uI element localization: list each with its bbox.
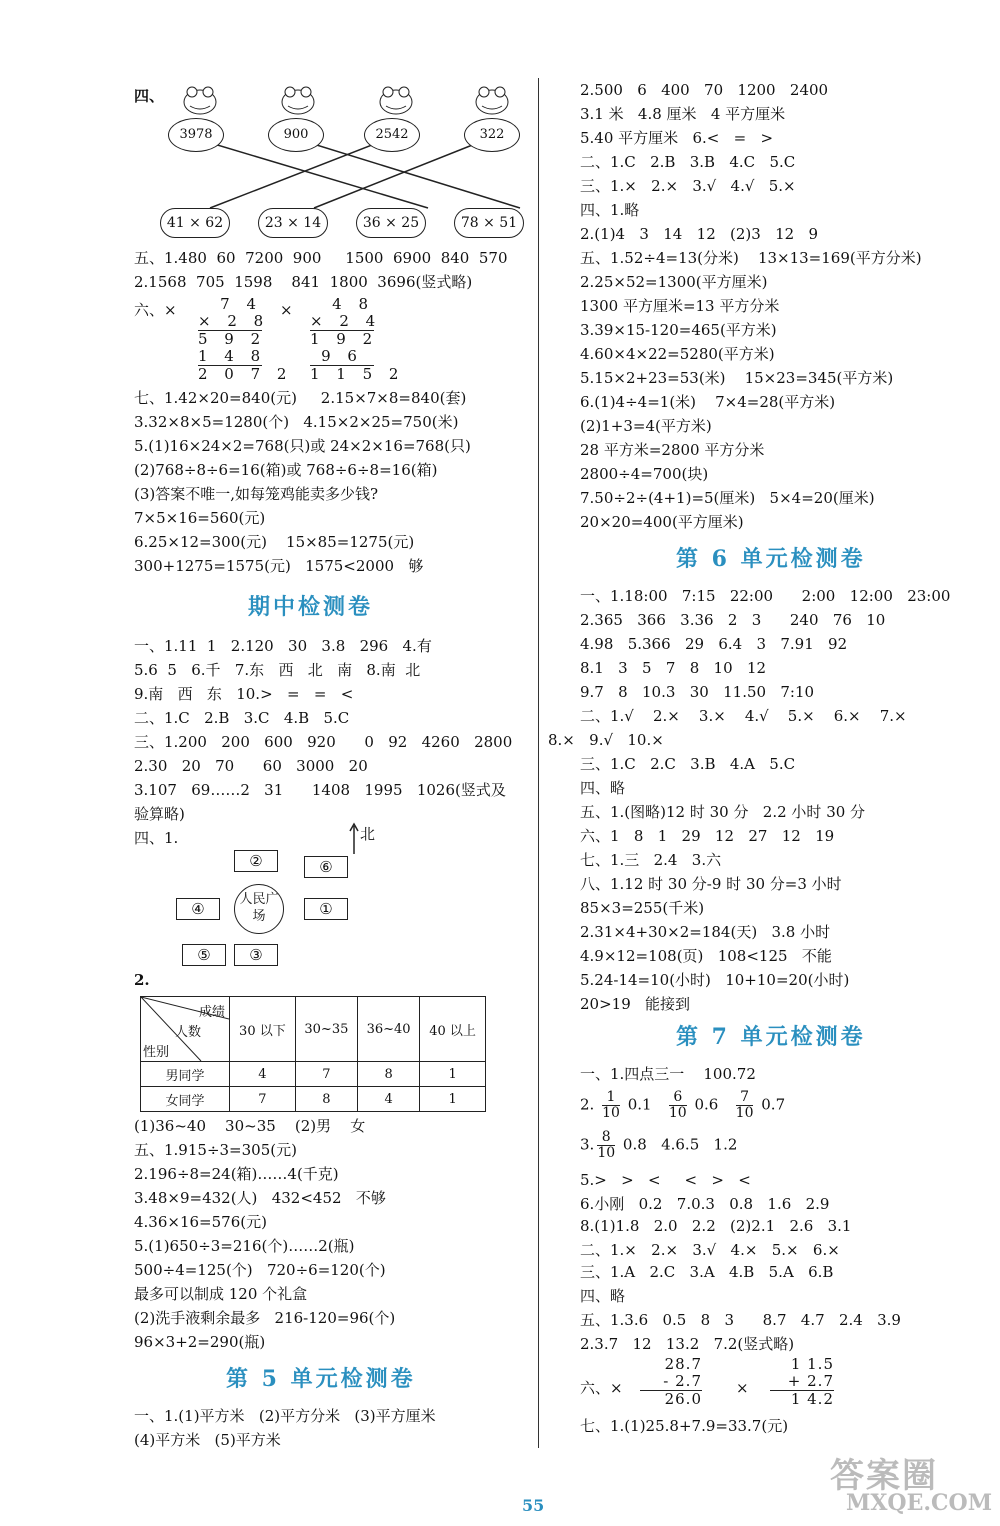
- answer-line: 3.32×8×5=1280(个) 4.15×2×25=750(米): [134, 413, 459, 431]
- answer-line: 五、1.915÷3=305(元): [134, 1141, 297, 1159]
- answer-line: 验算略): [134, 805, 185, 823]
- frog-number: 322: [464, 118, 520, 152]
- expression-cloud: 41 × 62: [160, 208, 230, 238]
- answer-line: 5.40 平方厘米 6.< = >: [580, 129, 774, 147]
- answer-line: 四、略: [580, 1287, 626, 1305]
- answer-line: 八、1.12 时 30 分-9 时 30 分=3 小时: [580, 875, 842, 893]
- answer-line: 3.48×9=432(人) 432<452 不够: [134, 1189, 386, 1207]
- answer-line: 一、1.11 1 2.120 30 3.8 296 4.有: [134, 637, 432, 655]
- answer-line: 500÷4=125(个) 720÷6=120(个): [134, 1261, 386, 1279]
- answer-line: 五、1.480 60 7200 900 1500 6900 840 570: [134, 249, 508, 267]
- answer-line: 二、1.C 2.B 3.C 4.B 5.C: [134, 709, 350, 727]
- map-box: ①: [304, 898, 348, 920]
- table-header: 36~40: [357, 997, 419, 1062]
- answer-line: 9.7 8 10.3 30 11.50 7:10: [580, 683, 815, 701]
- answer-line: 7×5×16=560(元): [134, 509, 266, 527]
- answer-line: 2.30 20 70 60 3000 20: [134, 757, 368, 775]
- watermark-logo: 答案圈: [830, 1456, 938, 1496]
- answer-line: 七、1.(1)25.8+7.9=33.7(元): [580, 1417, 789, 1435]
- answer-line: 3.39×15-120=465(平方米): [580, 321, 777, 339]
- answer-line: (1)36~40 30~35 (2)男 女: [134, 1117, 366, 1135]
- table-header: 30 以下: [230, 997, 296, 1062]
- answer-line: (2)768÷8÷6=16(箱)或 768÷6÷8=16(箱): [134, 461, 438, 479]
- north-label: 北: [360, 825, 376, 843]
- answer-line: 96×3+2=290(瓶): [134, 1333, 266, 1351]
- answer-line: 三、1.× 2.× 3.√ 4.√ 5.×: [580, 177, 796, 195]
- watermark-url: MXQE.COM: [846, 1490, 993, 1516]
- grade-table: [140, 996, 486, 1112]
- answer-line: 6.小刚 0.2 7.0.3 0.8 1.6 2.9: [580, 1195, 830, 1213]
- answer-line: 2.500 6 400 70 1200 2400: [580, 81, 829, 99]
- answer-line: 三、1.A 2.C 3.A 4.B 5.A 6.B: [580, 1263, 834, 1281]
- answer-line: 8.1 3 5 7 8 10 12: [580, 659, 767, 677]
- answer-line: 四、1.略: [580, 201, 640, 219]
- page-number: 55: [522, 1496, 545, 1515]
- answer-line: 300+1275=1575(元) 1575<2000 够: [134, 557, 424, 575]
- answer-line: 二、1.√ 2.× 3.× 4.√ 5.× 6.× 7.×: [580, 707, 907, 725]
- answer-line: 六、×: [580, 1379, 623, 1397]
- answer-line: 四、1.: [134, 829, 179, 847]
- answer-line: 4.9×12=108(页) 108<125 不能: [580, 947, 832, 965]
- answer-line: 2.365 366 3.36 2 3 240 76 10: [580, 611, 886, 629]
- section-title: 第 5 单元检测卷: [226, 1366, 416, 1392]
- expression-cloud: 78 × 51: [454, 208, 524, 238]
- answer-line: 5.(1)650÷3=216(个)……2(瓶): [134, 1237, 355, 1255]
- answer-line: 5.6 5 6.千 7.东 西 北 南 8.南 北: [134, 661, 421, 679]
- section-4-label: 四、: [134, 87, 165, 105]
- answer-line: 2.1568 705 1598 841 1800 3696(竖式略): [134, 273, 473, 291]
- answer-line: 5.15×2+23=53(米) 15×23=345(平方米): [580, 369, 894, 387]
- frog-number: 3978: [168, 118, 224, 152]
- answer-line: 五、1.(图略)12 时 30 分 2.2 小时 30 分: [580, 803, 866, 821]
- map-box: ⑥: [304, 856, 348, 878]
- answer-line: 2.: [134, 971, 150, 989]
- answer-line: 三、1.C 2.C 3.B 4.A 5.C: [580, 755, 796, 773]
- answer-line: 85×3=255(千米): [580, 899, 705, 917]
- map-box: ③: [234, 944, 278, 966]
- frog-icon: [174, 82, 226, 122]
- section-title: 第 6 单元检测卷: [676, 546, 866, 572]
- answer-line: 2800÷4=700(块): [580, 465, 709, 483]
- answer-line: 8.× 9.√ 10.×: [548, 731, 664, 749]
- answer-line: 4.60×4×22=5280(平方米): [580, 345, 775, 363]
- answer-line: 3.1 米 4.8 厘米 4 平方厘米: [580, 105, 786, 123]
- answer-line: 20>19 能接到: [580, 995, 691, 1013]
- answer-line: ×: [280, 301, 293, 319]
- map-box: ⑤: [182, 944, 226, 966]
- answer-line: (2)1+3=4(平方米): [580, 417, 712, 435]
- expression-cloud: 23 × 14: [258, 208, 328, 238]
- map-box: ②: [234, 850, 278, 872]
- map-box: ④: [176, 898, 220, 920]
- answer-line: 20×20=400(平方厘米): [580, 513, 744, 531]
- answer-line: (2)洗手液剩余最多 216-120=96(个): [134, 1309, 396, 1327]
- vertical-subtraction: 28.7 - 2.7 26.0: [640, 1356, 702, 1408]
- answer-line: 2.(1)4 3 14 12 (2)3 12 9: [580, 225, 819, 243]
- frog-icon: [466, 82, 518, 122]
- answer-line: 最多可以制成 120 个礼盒: [134, 1285, 308, 1303]
- answer-line: 2.3.7 12 13.2 7.2(竖式略): [580, 1335, 795, 1353]
- answer-line: 七、1.三 2.4 3.六: [580, 851, 722, 869]
- answer-line: 一、1.(1)平方米 (2)平方分米 (3)平方厘米: [134, 1407, 436, 1425]
- section-title: 第 7 单元检测卷: [676, 1024, 866, 1050]
- frog-icon: [370, 82, 422, 122]
- answer-line: 6.(1)4÷4=1(米) 7×4=28(平方米): [580, 393, 836, 411]
- plaza-circle: 人民广场: [234, 884, 284, 934]
- column-divider: [538, 78, 539, 1448]
- answer-line: 六、1 8 1 29 12 27 12 19: [580, 827, 835, 845]
- vertical-multiplication: 7 4 × 2 8 5 9 2 1 4 8 2 0 7 2: [198, 295, 293, 383]
- answer-line: 二、1.× 2.× 3.√ 4.× 5.× 6.×: [580, 1241, 840, 1259]
- vertical-multiplication: 4 8 × 2 4 1 9 2 9 6 1 1 5 2: [310, 295, 405, 383]
- answer-line: 四、略: [580, 779, 626, 797]
- answer-line: 七、1.42×20=840(元) 2.15×7×8=840(套): [134, 389, 467, 407]
- table-header: 40 以上: [420, 997, 486, 1062]
- answer-line: 五、1.3.6 0.5 8 3 8.7 4.7 2.4 3.9: [580, 1311, 901, 1329]
- answer-line: 1300 平方厘米=13 平方分米: [580, 297, 780, 315]
- table-row: 男同学 4 7 8 1: [141, 1062, 486, 1087]
- answer-line: 7.50÷2÷(4+1)=5(厘米) 5×4=20(厘米): [580, 489, 875, 507]
- fraction-line: 2. $\frac{1}{10}$ 0.1 $\frac{6}{10}$ 0.6 $\frac{7}{10}$ 0.7: [580, 1089, 786, 1121]
- table-corner: 成绩 人数 性别: [141, 997, 230, 1062]
- answer-line: 三、1.200 200 600 920 0 92 4260 2800: [134, 733, 513, 751]
- answer-line: (3)答案不唯一,如每笼鸡能卖多少钱?: [134, 485, 379, 503]
- answer-line: 5.(1)16×24×2=768(只)或 24×2×16=768(只): [134, 437, 471, 455]
- answer-line: 8.(1)1.8 2.0 2.2 (2)2.1 2.6 3.1: [580, 1217, 852, 1235]
- answer-line: 9.南 西 东 10.> = = <: [134, 685, 354, 703]
- answer-line: 4.98 5.366 29 6.4 3 7.91 92: [580, 635, 848, 653]
- answer-line: 5.> > < < > <: [580, 1171, 751, 1189]
- answer-line: 3.107 69……2 31 1408 1995 1026(竖式及: [134, 781, 506, 799]
- answer-line: 2.25×52=1300(平方厘米): [580, 273, 768, 291]
- answer-line: 六、×: [134, 301, 177, 319]
- answer-line: 二、1.C 2.B 3.B 4.C 5.C: [580, 153, 796, 171]
- answer-line: 28 平方米=2800 平方分米: [580, 441, 765, 459]
- answer-line: 五、1.52÷4=13(分米) 13×13=169(平方分米): [580, 249, 922, 267]
- answer-line: 2.31×4+30×2=184(天) 3.8 小时: [580, 923, 831, 941]
- answer-line: 4.36×16=576(元): [134, 1213, 267, 1231]
- answer-line: ×: [736, 1379, 749, 1397]
- frog-number: 2542: [364, 118, 420, 152]
- section-title: 期中检测卷: [248, 594, 374, 620]
- answer-line: 2.196÷8=24(箱)……4(千克): [134, 1165, 339, 1183]
- answer-line: 6.25×12=300(元) 15×85=1275(元): [134, 533, 415, 551]
- table-row: 女同学 7 8 4 1: [141, 1087, 486, 1112]
- answer-line: (4)平方米 (5)平方米: [134, 1431, 281, 1449]
- expression-cloud: 36 × 25: [356, 208, 426, 238]
- answer-line: 5.24-14=10(小时) 10+10=20(小时): [580, 971, 850, 989]
- fraction-line: 3. $\frac{8}{10}$ 0.8 4.6.5 1.2: [580, 1129, 738, 1161]
- answer-line: 一、1.18:00 7:15 22:00 2:00 12:00 23:00: [580, 587, 951, 605]
- table-header: 30~35: [295, 997, 357, 1062]
- vertical-addition: 1 1.5 + 2.7 1 4.2: [770, 1356, 834, 1408]
- answer-line: 一、1.四点三一 100.72: [580, 1065, 756, 1083]
- frog-icon: [272, 82, 324, 122]
- frog-number: 900: [268, 118, 324, 152]
